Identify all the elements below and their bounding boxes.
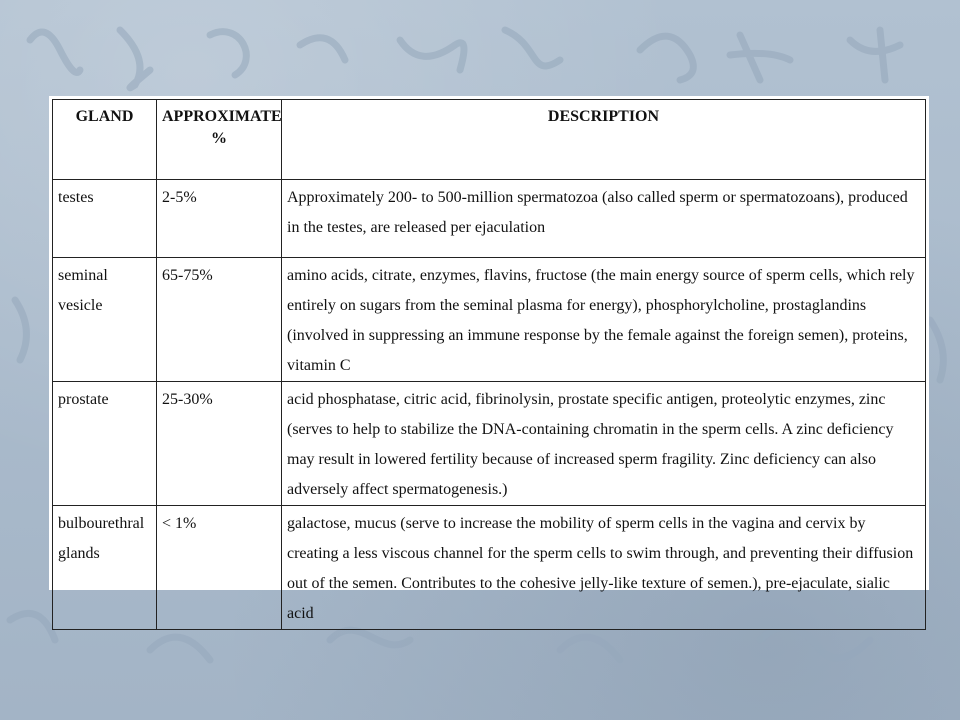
cell-description: galactose, mucus (serve to increase the mobility of sperm cells in the vagina and cervix by creating a less viscous channel for the sperm cells to swim through, and preventing their diffusion out of the semen. Contributes to the cohesive jelly-like texture of semen.), pre-ejaculate, sialic acid bbox=[282, 506, 926, 630]
cell-percent: 2-5% bbox=[157, 180, 282, 258]
cell-percent: < 1% bbox=[157, 506, 282, 630]
cell-description: acid phosphatase, citric acid, fibrinolysin, prostate specific antigen, proteolytic enzymes, zinc (serves to help to stabilize the DNA-containing chromatin in the sperm cells. A zinc deficiency may result in lowered fertility because of increased sperm fragility. Zinc deficiency can also adversely affect spermatogenesis.) bbox=[282, 382, 926, 506]
seminal-fluid-composition-table bbox=[52, 99, 926, 630]
table-header-row bbox=[53, 100, 926, 180]
cell-gland: bulbourethral glands bbox=[53, 506, 157, 630]
cell-description: amino acids, citrate, enzymes, flavins, fructose (the main energy source of sperm cells, which rely entirely on sugars from the seminal plasma for energy), phosphorylcholine, prostaglandins (involved in suppressing an immune response by the female against the foreign semen), proteins, vitamin C bbox=[282, 258, 926, 382]
table-row bbox=[53, 180, 926, 258]
header-description: DESCRIPTION bbox=[282, 100, 926, 180]
cell-gland: prostate bbox=[53, 382, 157, 506]
gland-table-panel bbox=[49, 96, 929, 622]
header-approximate-label: APPROXIMATE bbox=[162, 108, 282, 125]
cell-gland: seminal vesicle bbox=[53, 258, 157, 382]
cell-percent: 25-30% bbox=[157, 382, 282, 506]
table-row bbox=[53, 506, 926, 630]
header-percent-symbol: % bbox=[211, 130, 227, 147]
table-row bbox=[53, 258, 926, 382]
header-approximate-percent bbox=[157, 100, 282, 180]
cell-percent: 65-75% bbox=[157, 258, 282, 382]
table-row bbox=[53, 382, 926, 506]
header-gland: GLAND bbox=[53, 100, 157, 180]
cell-description: Approximately 200- to 500-million spermatozoa (also called sperm or spermatozoans), produced in the testes, are released per ejaculation bbox=[282, 180, 926, 258]
cell-gland: testes bbox=[53, 180, 157, 258]
